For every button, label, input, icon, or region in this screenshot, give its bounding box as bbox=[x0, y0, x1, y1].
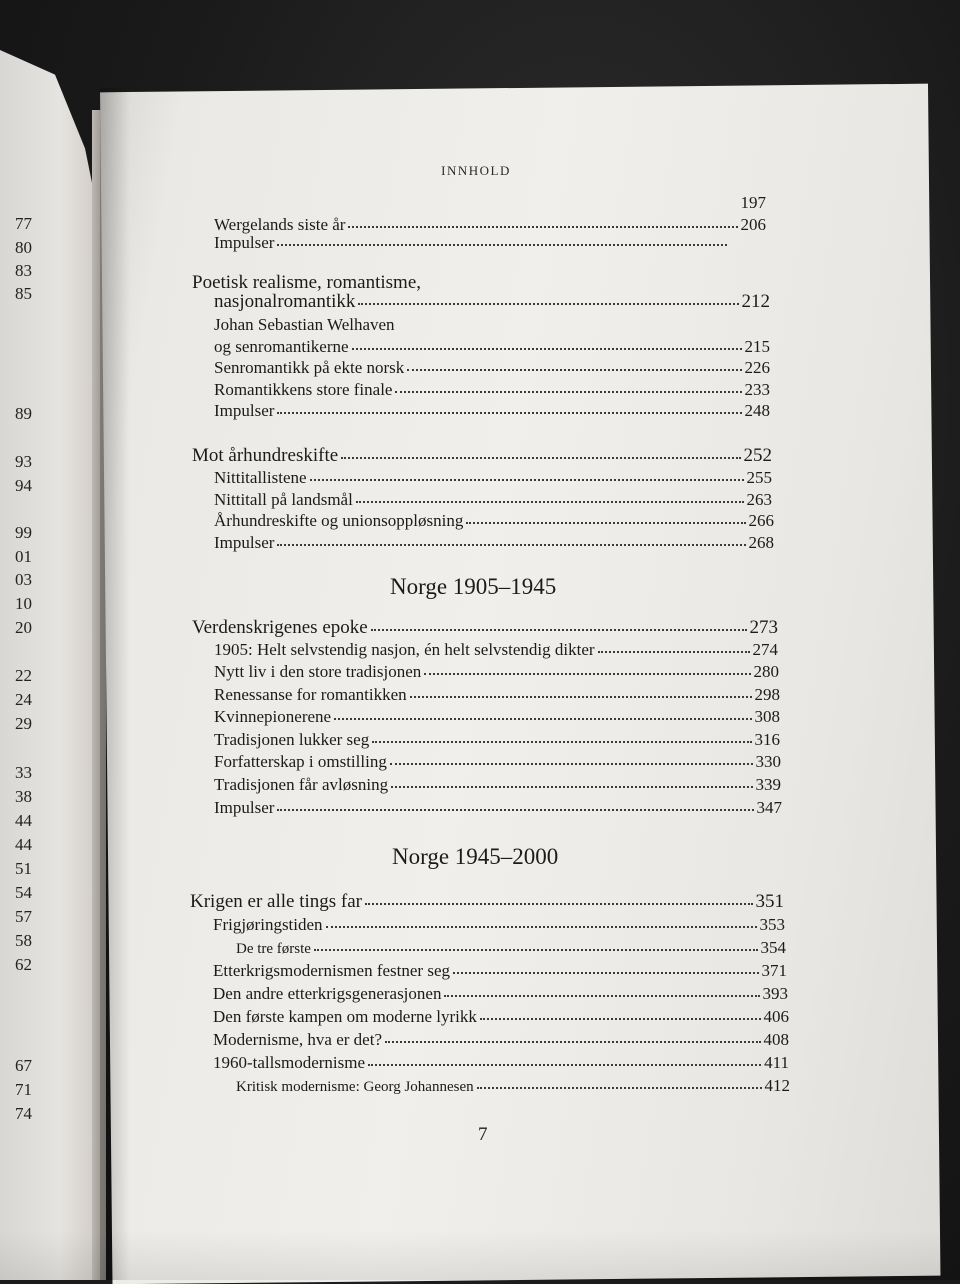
toc-entry-page: 266 bbox=[748, 511, 774, 530]
leader-dots bbox=[365, 902, 753, 905]
leader-dots bbox=[314, 948, 758, 951]
toc-entry bbox=[214, 192, 766, 214]
leader-dots bbox=[368, 1063, 761, 1066]
leader-dots bbox=[341, 456, 740, 459]
toc-entry-page: 215 bbox=[744, 337, 770, 356]
toc-entry-title: Senromantikk på ekte norsk bbox=[214, 358, 405, 377]
toc-entry-page: 308 bbox=[754, 707, 780, 726]
toc-entry bbox=[214, 291, 770, 313]
toc-entry bbox=[236, 937, 786, 959]
toc-entry bbox=[214, 774, 781, 796]
toc-entry-page: 351 bbox=[755, 891, 784, 912]
left-page-number: 44 bbox=[15, 811, 32, 830]
left-page-number: 89 bbox=[15, 404, 32, 423]
left-page-number: 20 bbox=[15, 618, 32, 637]
toc-entry bbox=[236, 1075, 790, 1097]
left-page-number: 94 bbox=[15, 476, 32, 495]
toc-entry-title: Impulser bbox=[214, 401, 275, 420]
leader-dots bbox=[217, 205, 738, 206]
toc-entry-title: Tradisjonen lukker seg bbox=[214, 730, 370, 749]
left-page-number: 77 bbox=[15, 214, 32, 233]
toc-entry-title: Tradisjonen får avløsning bbox=[214, 775, 389, 794]
leader-dots bbox=[372, 740, 751, 743]
toc-entry-title: nasjonalromantikk bbox=[214, 291, 356, 312]
leader-dots bbox=[348, 225, 737, 228]
leader-dots bbox=[391, 785, 752, 788]
toc-entry-title: Den andre etterkrigsgenerasjonen bbox=[213, 984, 442, 1003]
toc-entry bbox=[214, 232, 730, 254]
toc-entry bbox=[213, 983, 788, 1005]
toc-entry-page: 274 bbox=[752, 640, 778, 659]
leader-dots bbox=[453, 971, 759, 974]
toc-entry-title: Den første kampen om moderne lyrikk bbox=[213, 1007, 477, 1026]
toc-entry-page: 197 bbox=[740, 193, 766, 212]
toc-entry-title: Romantikkens store finale bbox=[214, 380, 393, 399]
toc-entry-page: 248 bbox=[744, 401, 770, 420]
leader-dots bbox=[277, 411, 741, 414]
toc-entry-page: 406 bbox=[763, 1007, 789, 1026]
toc-entry bbox=[213, 1006, 789, 1028]
toc-entry-page: 353 bbox=[759, 915, 785, 934]
leader-dots bbox=[477, 1086, 762, 1089]
toc-entry bbox=[192, 445, 772, 467]
toc-entry-title: og senromantikerne bbox=[214, 337, 349, 356]
leader-dots bbox=[385, 1040, 761, 1043]
leader-dots bbox=[424, 672, 750, 675]
leader-dots bbox=[466, 521, 745, 524]
toc-entry-page: 263 bbox=[746, 490, 772, 509]
left-page-number: 67 bbox=[15, 1056, 32, 1075]
toc-entry-page: 268 bbox=[748, 533, 774, 552]
leader-dots bbox=[310, 478, 744, 481]
leader-dots bbox=[371, 628, 747, 631]
toc-entry-title: Kritisk modernisme: Georg Johannesen bbox=[236, 1079, 474, 1095]
bottom-shadow bbox=[0, 1230, 960, 1280]
toc-entry-title: Impulser bbox=[214, 233, 275, 252]
leader-dots bbox=[390, 762, 753, 765]
toc-entry bbox=[214, 661, 779, 683]
toc-entry-page: 330 bbox=[755, 752, 781, 771]
leader-dots bbox=[444, 994, 759, 997]
toc-entry bbox=[213, 1052, 789, 1074]
left-page-number: 01 bbox=[15, 547, 32, 566]
left-page-number: 62 bbox=[15, 955, 32, 974]
toc-entry-title: Renessanse for romantikken bbox=[214, 685, 407, 704]
toc-entry-page: 354 bbox=[760, 938, 786, 957]
toc-entry bbox=[214, 684, 780, 706]
toc-entry-title: Nytt liv i den store tradisjonen bbox=[214, 662, 422, 681]
toc-entry-page: 347 bbox=[756, 798, 782, 817]
toc-entry bbox=[214, 751, 781, 773]
toc-entry bbox=[214, 379, 770, 401]
left-page-number: 54 bbox=[15, 883, 32, 902]
toc-entry-title: Nittitallistene bbox=[214, 468, 307, 487]
left-page-number: 24 bbox=[15, 690, 32, 709]
left-page-number: 57 bbox=[15, 907, 32, 926]
toc-entry bbox=[214, 400, 770, 422]
toc-entry-title: Århundreskifte og unionsoppløsning bbox=[214, 511, 464, 530]
toc-entry-title: Mot århundreskifte bbox=[192, 445, 339, 466]
leader-dots bbox=[352, 347, 742, 350]
toc-entry-page: 411 bbox=[764, 1053, 789, 1072]
toc-chapter-title-line: Poetisk realisme, romantisme, bbox=[192, 272, 422, 293]
toc-entry-title: Wergelands siste år bbox=[214, 215, 346, 234]
left-page-number: 93 bbox=[15, 452, 32, 471]
leader-dots bbox=[407, 368, 741, 371]
toc-entry-page: 316 bbox=[754, 730, 780, 749]
toc-entry-title: Etterkrigsmodernismen festner seg bbox=[213, 961, 450, 980]
leader-dots bbox=[277, 543, 745, 546]
section-heading: Norge 1945–2000 bbox=[392, 844, 559, 869]
leader-dots bbox=[326, 925, 757, 928]
toc-entry-page: 408 bbox=[763, 1030, 789, 1049]
left-page-number: 71 bbox=[15, 1080, 32, 1099]
left-page-number: 83 bbox=[15, 261, 32, 280]
left-page-number: 10 bbox=[15, 594, 32, 613]
leader-dots bbox=[334, 717, 751, 720]
toc-entry-page: 393 bbox=[762, 984, 788, 1003]
leader-dots bbox=[277, 808, 753, 811]
toc-entry-title: 1960-tallsmodernisme bbox=[213, 1053, 366, 1072]
toc-entry-title: Krigen er alle tings far bbox=[190, 891, 362, 912]
toc-entry-page: 206 bbox=[740, 215, 766, 234]
left-page-number: 80 bbox=[15, 238, 32, 257]
toc-entry bbox=[214, 510, 774, 532]
left-page-number: 33 bbox=[15, 763, 32, 782]
toc-entry bbox=[214, 532, 774, 554]
page-number: 7 bbox=[478, 1124, 488, 1145]
toc-subentry-title-line: Johan Sebastian Welhaven bbox=[214, 315, 395, 334]
toc-entry-title: Frigjøringstiden bbox=[213, 915, 323, 934]
toc-entry-page: 280 bbox=[753, 662, 779, 681]
toc-entry bbox=[214, 729, 780, 751]
toc-entry bbox=[213, 960, 787, 982]
left-page-number: 29 bbox=[15, 714, 32, 733]
toc-entry-title: 1905: Helt selvstendig nasjon, én helt selvstendig dikter bbox=[214, 640, 595, 659]
toc-entry bbox=[213, 914, 785, 936]
leader-dots bbox=[480, 1017, 761, 1020]
leader-dots bbox=[598, 650, 750, 653]
toc-entry-title: Forfatterskap i omstilling bbox=[214, 752, 387, 771]
toc-entry-title: De tre første bbox=[236, 941, 311, 957]
left-page-number: 44 bbox=[15, 835, 32, 854]
toc-entry-page: 371 bbox=[761, 961, 787, 980]
leader-dots bbox=[410, 695, 752, 698]
toc-subentry-title bbox=[214, 314, 395, 336]
toc-entry bbox=[214, 357, 770, 379]
toc-entry bbox=[214, 467, 772, 489]
toc-entry bbox=[213, 1029, 789, 1051]
running-header: INNHOLD bbox=[441, 163, 511, 178]
toc-entry bbox=[214, 797, 782, 819]
toc-entry-page: 233 bbox=[744, 380, 770, 399]
left-page-number: 85 bbox=[15, 284, 32, 303]
leader-dots bbox=[395, 390, 741, 393]
left-page-number: 74 bbox=[15, 1104, 32, 1123]
toc-entry-title: Kvinnepionerene bbox=[214, 707, 332, 726]
toc-entry bbox=[190, 891, 784, 913]
toc-entry-page: 339 bbox=[755, 775, 781, 794]
toc-entry bbox=[214, 706, 780, 728]
toc-entry bbox=[214, 489, 772, 511]
toc-entry-page: 212 bbox=[741, 291, 770, 312]
toc-entry-page: 252 bbox=[743, 445, 772, 466]
left-page-number: 58 bbox=[15, 931, 32, 950]
toc-entry bbox=[192, 617, 778, 639]
toc-entry-page: 412 bbox=[764, 1076, 790, 1095]
toc-entry-page: 298 bbox=[754, 685, 780, 704]
toc-entry-title: Nittitall på landsmål bbox=[214, 490, 353, 509]
left-page-number: 03 bbox=[15, 570, 32, 589]
left-page-number: 51 bbox=[15, 859, 32, 878]
toc-entry-title: Modernisme, hva er det? bbox=[213, 1030, 382, 1049]
toc-entry-title: Impulser bbox=[214, 533, 275, 552]
toc-entry bbox=[214, 639, 778, 661]
toc-entry-title: Verdenskrigenes epoke bbox=[192, 617, 368, 638]
toc-entry bbox=[214, 336, 770, 358]
toc-entry-title: Impulser bbox=[214, 798, 275, 817]
left-page-number: 22 bbox=[15, 666, 32, 685]
leader-dots bbox=[277, 243, 727, 246]
left-page-number: 99 bbox=[15, 523, 32, 542]
leader-dots bbox=[358, 302, 738, 305]
leader-dots bbox=[356, 500, 744, 503]
toc-entry-page: 226 bbox=[744, 358, 770, 377]
toc-entry-page: 255 bbox=[746, 468, 772, 487]
left-page-number: 38 bbox=[15, 787, 32, 806]
section-heading: Norge 1905–1945 bbox=[390, 574, 557, 599]
toc-entry-page: 273 bbox=[749, 617, 778, 638]
